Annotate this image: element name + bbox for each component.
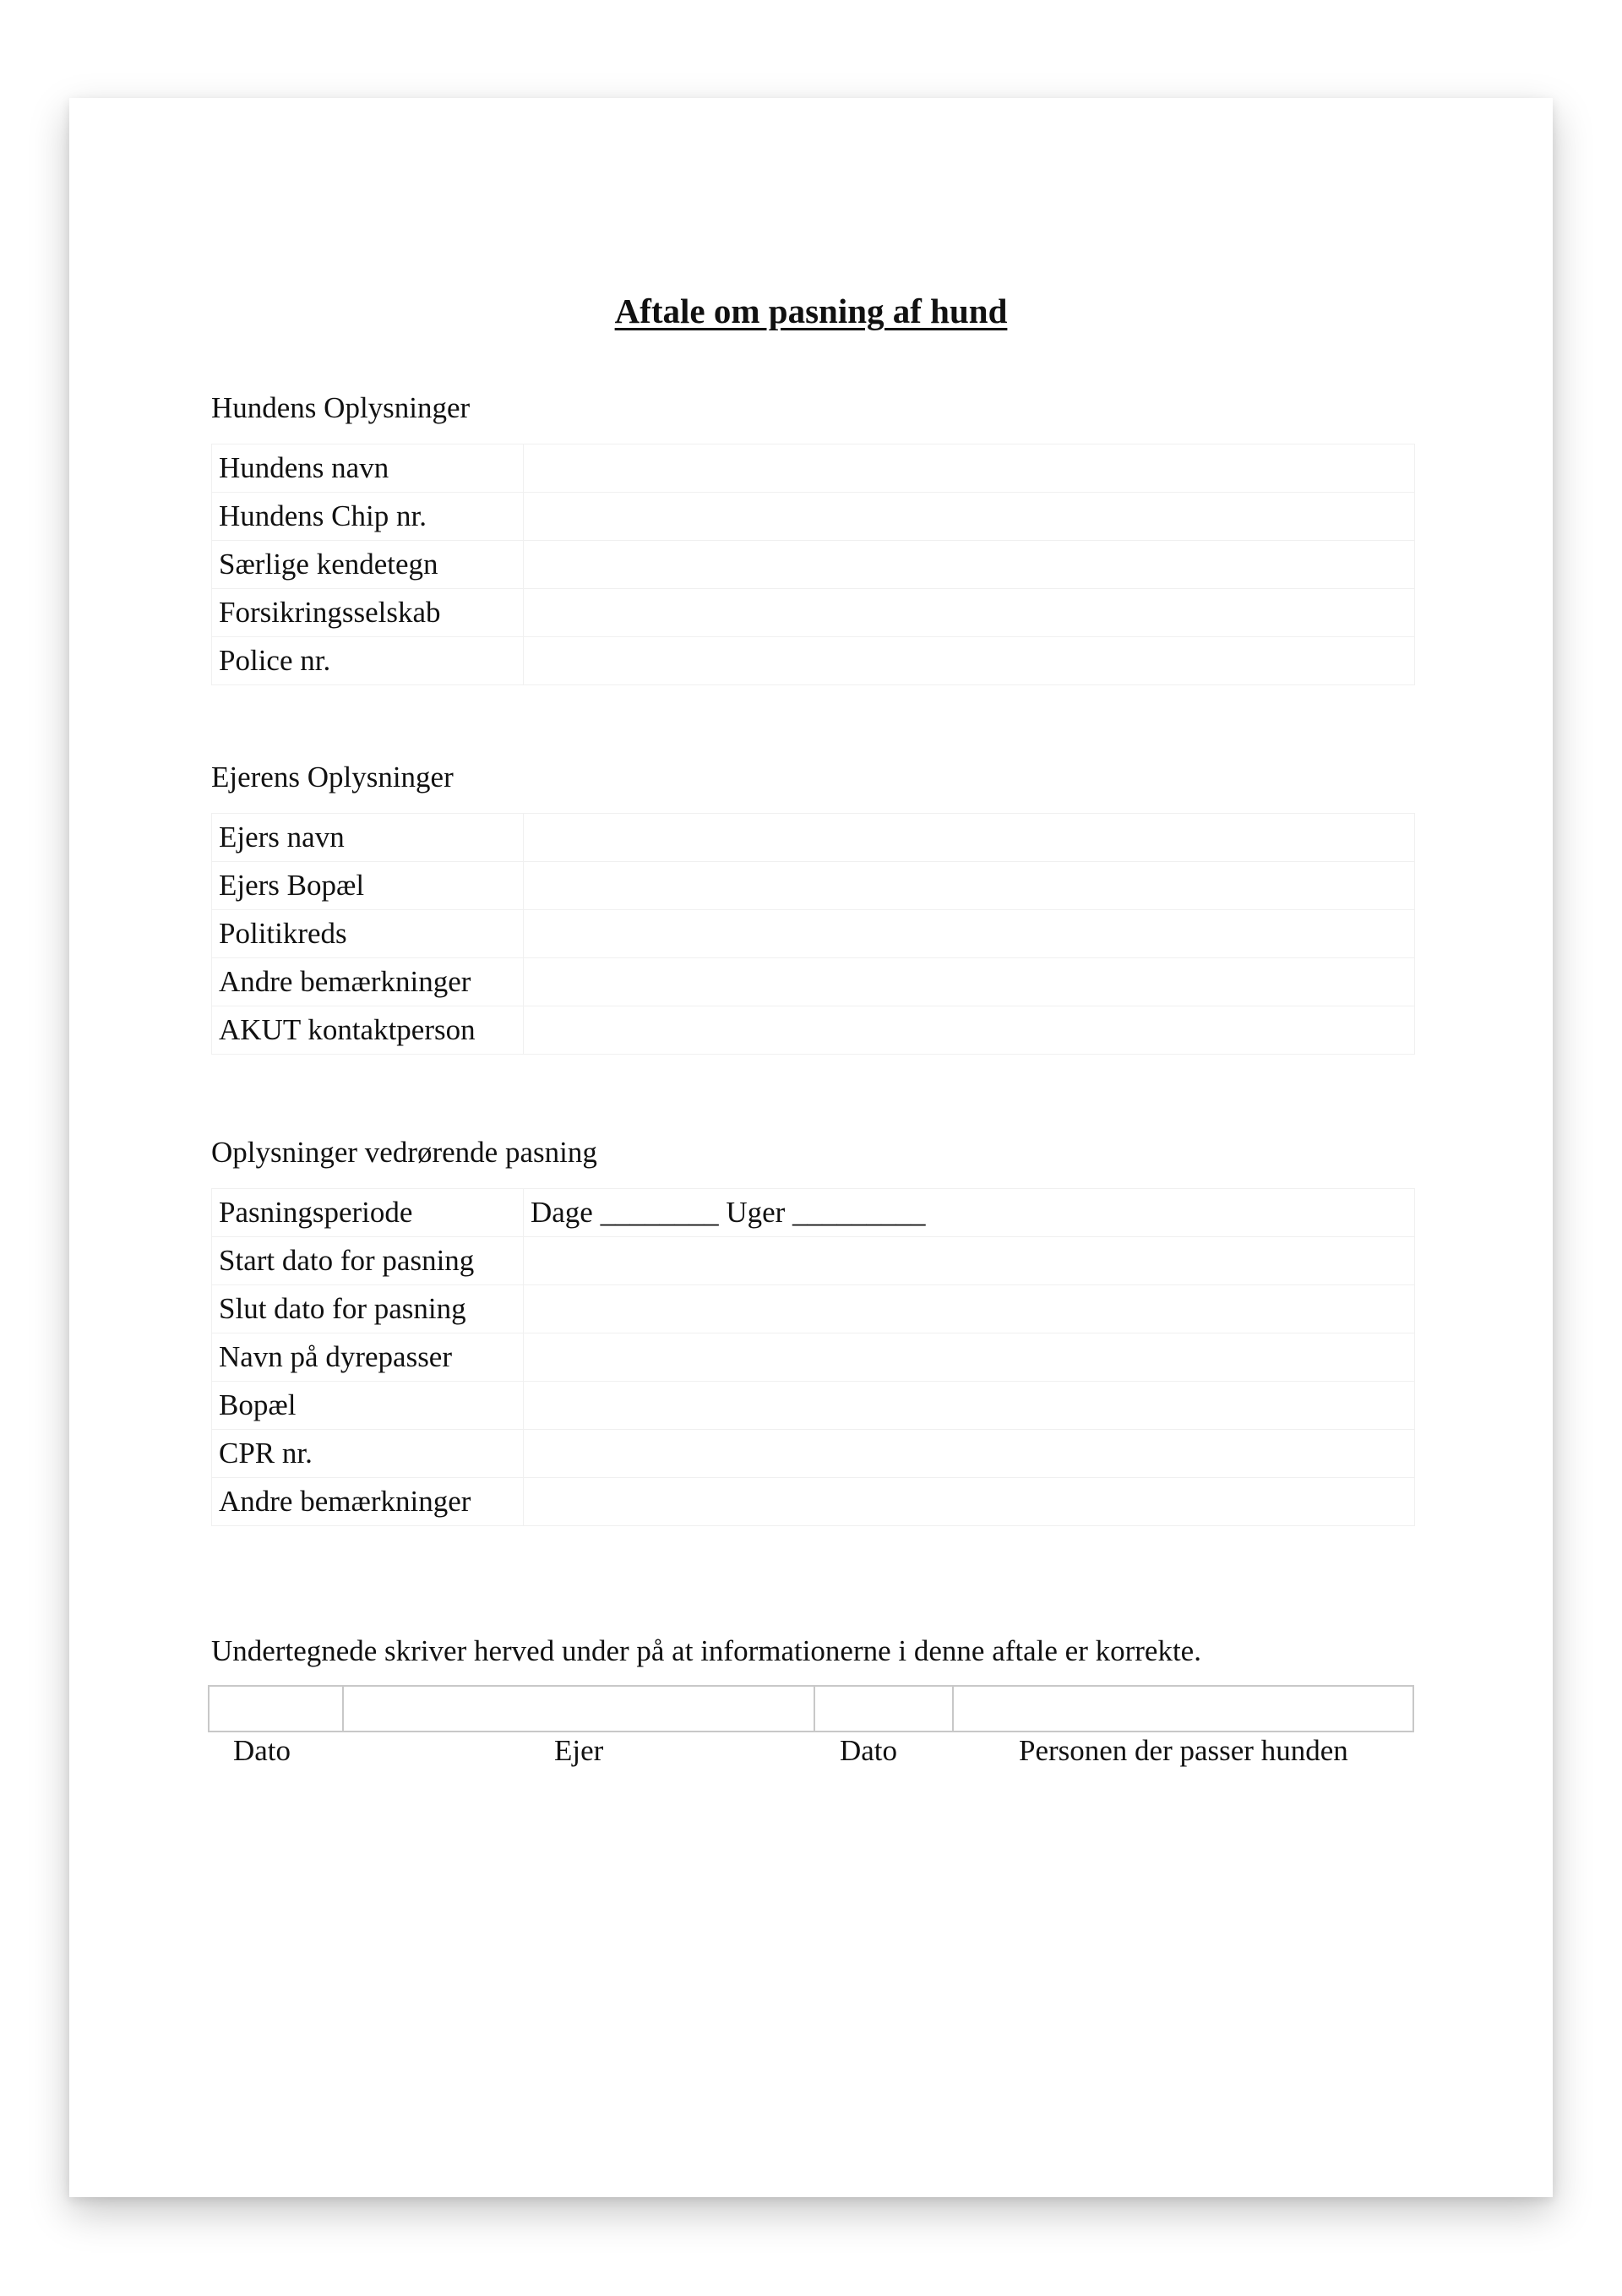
field-label: Hundens Chip nr. (212, 493, 524, 541)
dog-info-table (211, 444, 1415, 685)
table-row (212, 493, 1415, 541)
field-value-owner-address[interactable] (524, 862, 1415, 910)
table-row (212, 589, 1415, 637)
field-value-sitter-name[interactable] (524, 1333, 1415, 1382)
signature-label-owner-date: Dato (233, 1734, 291, 1767)
signature-table (208, 1685, 1414, 1732)
signature-box-owner[interactable] (343, 1686, 814, 1732)
table-row (212, 1430, 1415, 1478)
field-label: Ejers Bopæl (212, 862, 524, 910)
table-row (212, 444, 1415, 493)
field-label: Slut dato for pasning (212, 1285, 524, 1333)
table-row (212, 1237, 1415, 1285)
table-row (212, 1189, 1415, 1237)
table-row (212, 637, 1415, 685)
field-value-insurance-company[interactable] (524, 589, 1415, 637)
field-value-owner-remarks[interactable] (524, 958, 1415, 1006)
field-value-chip-number[interactable] (524, 493, 1415, 541)
field-label: Politikreds (212, 910, 524, 958)
signature-statement: Undertegnede skriver herved under på at informationerne i denne aftale er korrekte. (211, 1634, 1201, 1667)
field-value-sitter-address[interactable] (524, 1382, 1415, 1430)
field-value-distinguishing-marks[interactable] (524, 541, 1415, 589)
table-row (212, 958, 1415, 1006)
field-value-start-date[interactable] (524, 1237, 1415, 1285)
field-value-police-district[interactable] (524, 910, 1415, 958)
signature-label-owner: Ejer (554, 1734, 604, 1767)
field-value-dog-name[interactable] (524, 444, 1415, 493)
field-label: Police nr. (212, 637, 524, 685)
signature-box-owner-date[interactable] (209, 1686, 343, 1732)
section-heading-dog: Hundens Oplysninger (211, 391, 471, 424)
field-label: Bopæl (212, 1382, 524, 1430)
field-label: Særlige kendetegn (212, 541, 524, 589)
field-value-emergency-contact[interactable] (524, 1006, 1415, 1055)
owner-info-table (211, 813, 1415, 1055)
table-row (212, 1382, 1415, 1430)
signature-label-sitter: Personen der passer hunden (1019, 1734, 1348, 1767)
table-row (212, 541, 1415, 589)
field-value-cpr-number[interactable] (524, 1430, 1415, 1478)
field-label: Andre bemærkninger (212, 1478, 524, 1526)
signature-box-sitter-date[interactable] (814, 1686, 953, 1732)
field-value-end-date[interactable] (524, 1285, 1415, 1333)
care-info-table (211, 1188, 1415, 1526)
table-row (212, 1285, 1415, 1333)
field-label: AKUT kontaktperson (212, 1006, 524, 1055)
signature-box-sitter[interactable] (953, 1686, 1413, 1732)
field-value-care-remarks[interactable] (524, 1478, 1415, 1526)
table-row (212, 1478, 1415, 1526)
field-label: Ejers navn (212, 814, 524, 862)
document-page (69, 98, 1553, 2197)
field-value-care-period[interactable]: Dage ________ Uger _________ (524, 1189, 1415, 1237)
section-heading-care: Oplysninger vedrørende pasning (211, 1136, 597, 1169)
section-heading-owner: Ejerens Oplysninger (211, 761, 454, 794)
field-label: Hundens navn (212, 444, 524, 493)
field-label: CPR nr. (212, 1430, 524, 1478)
document-title: Aftale om pasning af hund (614, 292, 1008, 330)
field-label: Navn på dyrepasser (212, 1333, 524, 1382)
signature-label-sitter-date: Dato (840, 1734, 898, 1767)
table-row (212, 862, 1415, 910)
table-row (212, 910, 1415, 958)
field-label: Pasningsperiode (212, 1189, 524, 1237)
field-label: Andre bemærkninger (212, 958, 524, 1006)
table-row (212, 1006, 1415, 1055)
field-value-owner-name[interactable] (524, 814, 1415, 862)
table-row (212, 1333, 1415, 1382)
table-row (212, 814, 1415, 862)
field-label: Start dato for pasning (212, 1237, 524, 1285)
table-row (209, 1686, 1413, 1732)
field-value-policy-number[interactable] (524, 637, 1415, 685)
field-label: Forsikringsselskab (212, 589, 524, 637)
